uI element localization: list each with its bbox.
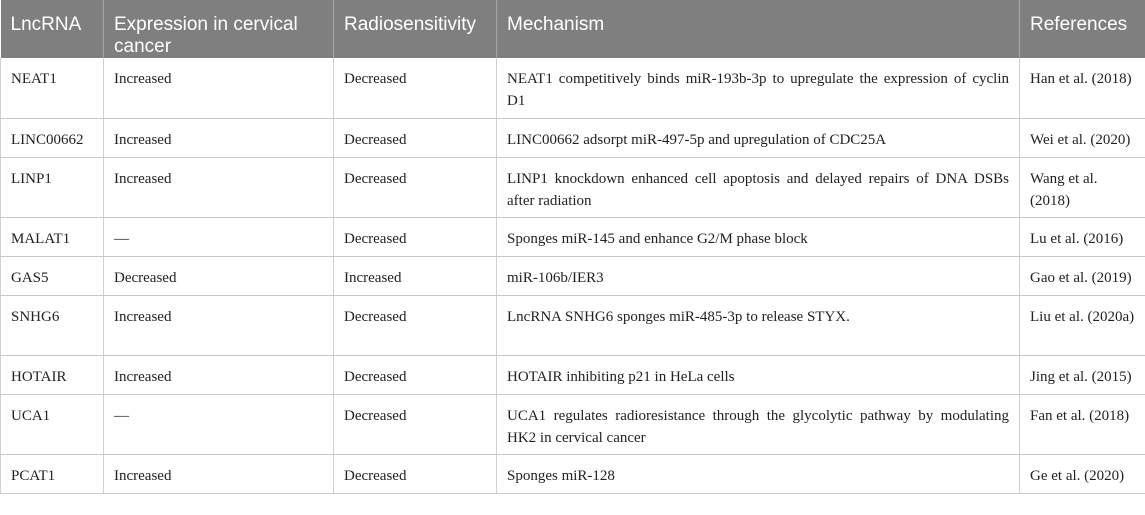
cell-expression: —	[104, 217, 334, 256]
cell-lncrna: UCA1	[1, 394, 104, 454]
cell-lncrna: SNHG6	[1, 295, 104, 355]
cell-lncrna: LINP1	[1, 157, 104, 217]
cell-lncrna: MALAT1	[1, 217, 104, 256]
cell-lncrna: HOTAIR	[1, 355, 104, 394]
cell-expression: Increased	[104, 157, 334, 217]
cell-radiosensitivity: Increased	[334, 256, 497, 295]
header-mechanism: Mechanism	[497, 0, 1020, 58]
table-row	[1, 157, 1145, 217]
cell-mechanism: miR-106b/IER3	[497, 256, 1020, 295]
header-expression: Expression in cervical cancer	[104, 0, 334, 58]
cell-radiosensitivity: Decreased	[334, 394, 497, 454]
table-row	[1, 454, 1145, 493]
cell-references: Fan et al. (2018)	[1020, 394, 1145, 454]
cell-radiosensitivity: Decreased	[334, 355, 497, 394]
cell-references: Han et al. (2018)	[1020, 58, 1145, 118]
header-row	[1, 0, 1145, 58]
cell-expression: Increased	[104, 58, 334, 118]
cell-mechanism: LINC00662 adsorpt miR-497-5p and upregulation of CDC25A	[497, 118, 1020, 157]
cell-radiosensitivity: Decreased	[334, 157, 497, 217]
cell-radiosensitivity: Decreased	[334, 217, 497, 256]
cell-lncrna: LINC00662	[1, 118, 104, 157]
table-row	[1, 394, 1145, 454]
cell-mechanism: LncRNA SNHG6 sponges miR-485-3p to release STYX.	[497, 295, 1020, 355]
cell-expression: Decreased	[104, 256, 334, 295]
cell-radiosensitivity: Decreased	[334, 58, 497, 118]
header-radiosensitivity: Radiosensitivity	[334, 0, 497, 58]
cell-expression: Increased	[104, 454, 334, 493]
cell-mechanism: Sponges miR-145 and enhance G2/M phase block	[497, 217, 1020, 256]
cell-lncrna: PCAT1	[1, 454, 104, 493]
cell-expression: Increased	[104, 295, 334, 355]
cell-mechanism: LINP1 knockdown enhanced cell apoptosis and delayed repairs of DNA DSBs after radiation	[497, 157, 1020, 217]
cell-references: Gao et al. (2019)	[1020, 256, 1145, 295]
cell-mechanism: HOTAIR inhibiting p21 in HeLa cells	[497, 355, 1020, 394]
cell-references: Jing et al. (2015)	[1020, 355, 1145, 394]
cell-expression: —	[104, 394, 334, 454]
table-row	[1, 58, 1145, 118]
header-references: References	[1020, 0, 1145, 58]
cell-references: Lu et al. (2016)	[1020, 217, 1145, 256]
table-row	[1, 295, 1145, 355]
table-row	[1, 256, 1145, 295]
cell-expression: Increased	[104, 355, 334, 394]
cell-references: Wang et al. (2018)	[1020, 157, 1145, 217]
cell-radiosensitivity: Decreased	[334, 295, 497, 355]
cell-lncrna: GAS5	[1, 256, 104, 295]
cell-references: Ge et al. (2020)	[1020, 454, 1145, 493]
cell-expression: Increased	[104, 118, 334, 157]
cell-mechanism: NEAT1 competitively binds miR-193b-3p to upregulate the expression of cyclin D1	[497, 58, 1020, 118]
cell-mechanism: UCA1 regulates radioresistance through the glycolytic pathway by modulating HK2 in cervical cancer	[497, 394, 1020, 454]
cell-references: Liu et al. (2020a)	[1020, 295, 1145, 355]
table-row	[1, 217, 1145, 256]
table-row	[1, 355, 1145, 394]
cell-lncrna: NEAT1	[1, 58, 104, 118]
cell-radiosensitivity: Decreased	[334, 118, 497, 157]
table-row	[1, 118, 1145, 157]
cell-radiosensitivity: Decreased	[334, 454, 497, 493]
cell-references: Wei et al. (2020)	[1020, 118, 1145, 157]
cell-mechanism: Sponges miR-128	[497, 454, 1020, 493]
header-lncrna: LncRNA	[1, 0, 104, 58]
